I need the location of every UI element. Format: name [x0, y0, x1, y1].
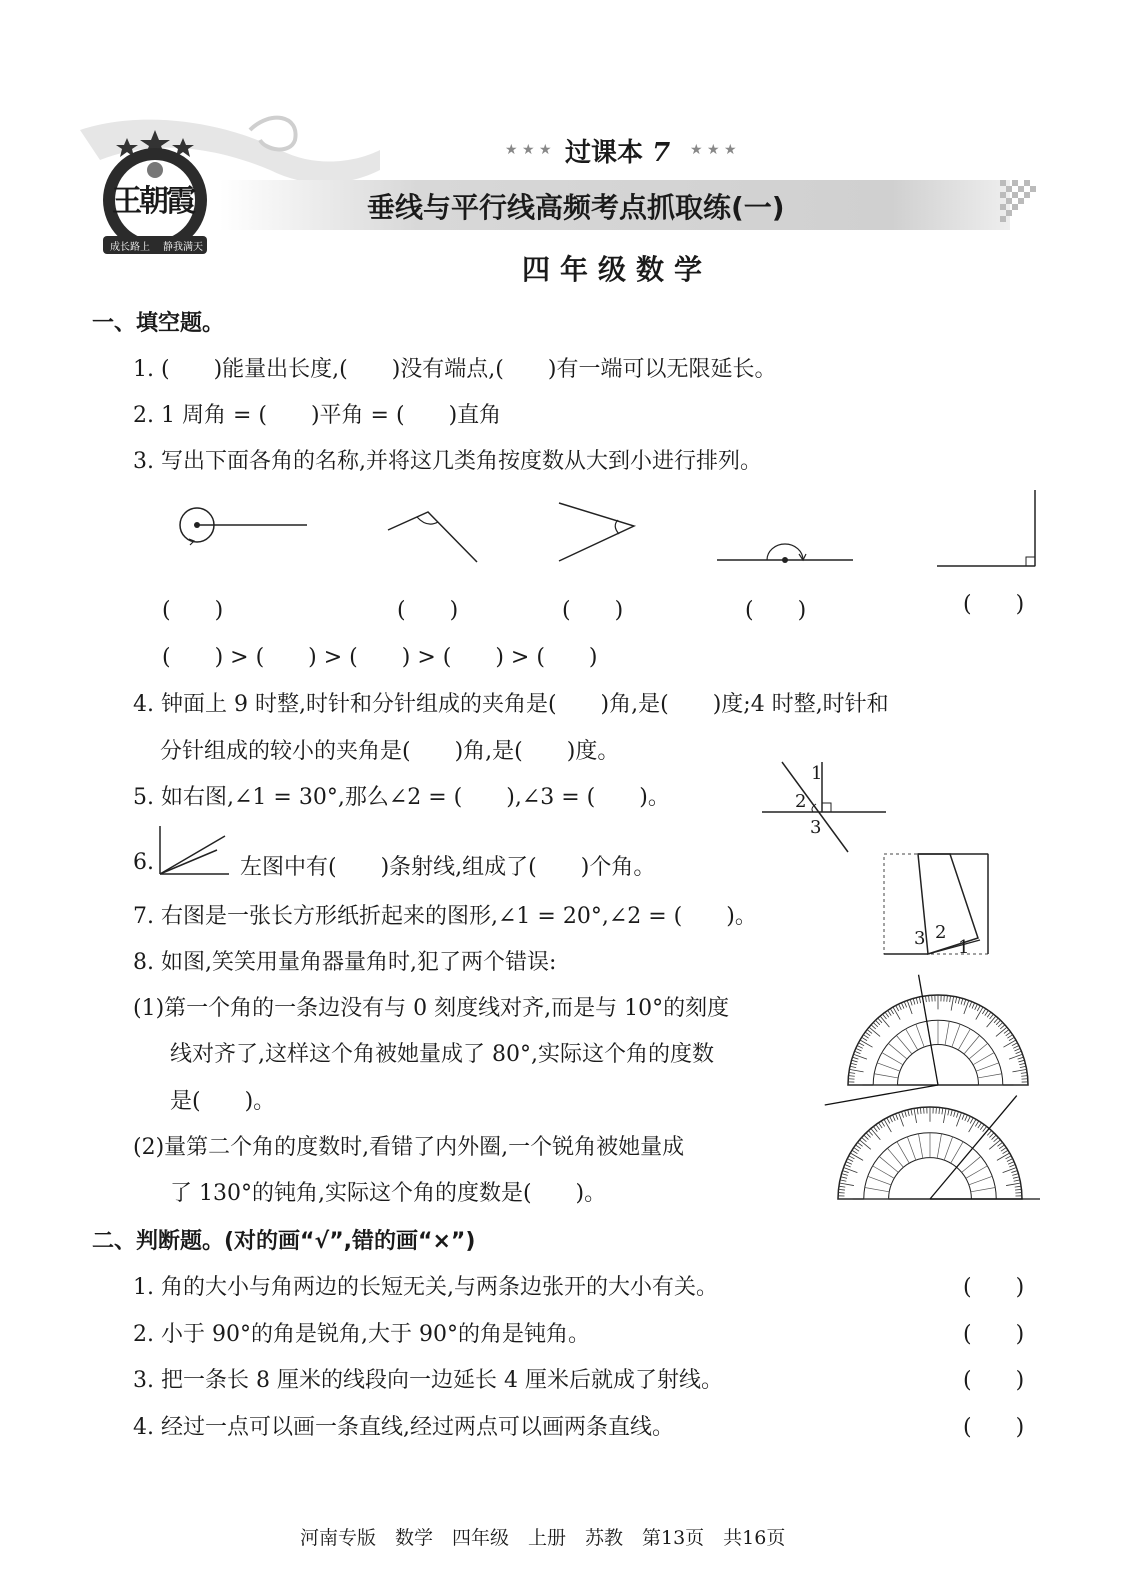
section2-heading: 二、判断题。(对的画“√”,错的画“×”): [92, 1229, 476, 1254]
q3-blank-3[interactable]: ( ): [562, 598, 624, 623]
judge-item-2: 2. 小于 90°的角是锐角,大于 90°的角是钝角。: [133, 1322, 590, 1347]
logo-motto-left: 成长路上: [110, 242, 150, 253]
question-3: 3. 写出下面各角的名称,并将这几类角按度数从大到小进行排列。: [133, 449, 762, 474]
question-6-number: 6.: [133, 850, 154, 875]
checker-decoration: [1000, 180, 1040, 230]
judge-item-1: 1. 角的大小与角两边的长短无关,与两条边张开的大小有关。: [133, 1275, 718, 1300]
judge-blank-2[interactable]: ( ): [963, 1322, 1025, 1347]
q3-order[interactable]: ( ) > ( ) > ( ) > ( ) > ( ): [162, 645, 598, 670]
stars-left: ★ ★ ★: [505, 142, 552, 158]
lesson-badge: [565, 132, 670, 169]
section1-heading: 一、填空题。: [92, 311, 225, 336]
q7-label-1: 1: [958, 937, 970, 958]
judge-item-4: 4. 经过一点可以画一条直线,经过两点可以画两条直线。: [133, 1415, 674, 1440]
question-4-line1: 4. 钟面上 9 时整,时针和分针组成的夹角是( )角,是( )度;4 时整,时针和: [133, 692, 889, 717]
angle-figure-round: [175, 505, 315, 550]
question-6: 左图中有( )条射线,组成了( )个角。: [240, 855, 656, 880]
angle-figure-acute: [556, 498, 641, 568]
lesson-number: 7: [652, 138, 671, 168]
protractor-2-figure: [830, 1093, 1040, 1213]
q5-label-2: 2: [795, 791, 807, 812]
judge-blank-4[interactable]: ( ): [963, 1415, 1025, 1440]
q5-label-1: 1: [811, 763, 823, 784]
judge-blank-1[interactable]: ( ): [963, 1275, 1025, 1300]
q5-intersecting-lines-figure: [760, 760, 890, 855]
page-subtitle: 四年级数学: [522, 253, 713, 286]
q3-blank-5[interactable]: ( ): [963, 592, 1025, 617]
question-8-1-line2: 线对齐了,这样这个角被她量成了 80°,实际这个角的度数: [170, 1042, 714, 1067]
q5-label-3: 3: [810, 817, 822, 838]
lesson-label: 过课本: [565, 138, 644, 168]
question-4-line2: 分针组成的较小的夹角是( )角,是( )度。: [160, 739, 620, 764]
question-8-1-line3: 是( )。: [170, 1089, 276, 1114]
question-8-1-line1: (1)第一个角的一条边没有与 0 刻度线对齐,而是与 10°的刻度: [133, 996, 730, 1021]
question-1: 1. ( )能量出长度,( )没有端点,( )有一端可以无限延长。: [133, 357, 777, 382]
question-8-2-line2: 了 130°的钝角,实际这个角的度数是( )。: [170, 1181, 607, 1206]
q7-folded-paper-figure: [880, 850, 995, 960]
protractor-1-figure: [820, 975, 1035, 1090]
judge-item-3: 3. 把一条长 8 厘米的线段向一边延长 4 厘米后就成了射线。: [133, 1368, 723, 1393]
page-footer: 河南专版 数学 四年级 上册 苏教 第13页 共16页: [300, 1527, 786, 1549]
q6-rays-figure: [157, 822, 232, 877]
question-8: 8. 如图,笑笑用量角器量角时,犯了两个错误:: [133, 950, 557, 975]
stars-right: ★ ★ ★: [690, 142, 737, 158]
q3-blank-2[interactable]: ( ): [397, 598, 459, 623]
q3-blank-1[interactable]: ( ): [162, 598, 224, 623]
q3-blank-4[interactable]: ( ): [745, 598, 807, 623]
angle-figure-obtuse: [385, 500, 485, 570]
logo-text: 王朝霞: [112, 184, 193, 219]
question-7: 7. 右图是一张长方形纸折起来的图形,∠1 = 20°,∠2 = ( )。: [133, 904, 757, 929]
angle-figure-straight: [715, 538, 855, 568]
question-2: 2. 1 周角 = ( )平角 = ( )直角: [133, 403, 502, 428]
logo-motto-right: 静我满天: [163, 242, 203, 253]
q7-label-2: 2: [935, 922, 947, 943]
q7-label-3: 3: [914, 928, 926, 949]
page-title: 垂线与平行线高频考点抓取练(一): [367, 191, 785, 224]
angle-figure-right: [935, 488, 1040, 570]
question-5: 5. 如右图,∠1 = 30°,那么∠2 = ( ),∠3 = ( )。: [133, 785, 670, 810]
judge-blank-3[interactable]: ( ): [963, 1368, 1025, 1393]
question-8-2-line1: (2)量第二个角的度数时,看错了内外圈,一个锐角被她量成: [133, 1135, 685, 1160]
